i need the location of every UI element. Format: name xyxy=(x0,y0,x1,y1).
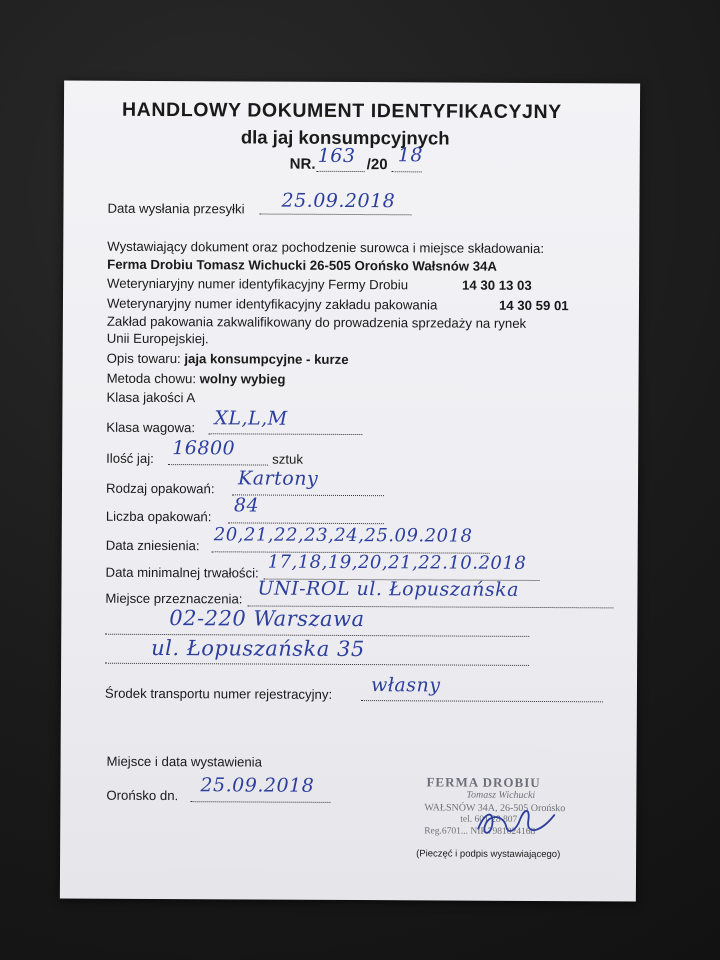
date-sent-label: Data wysłania przesyłki xyxy=(107,200,245,217)
document-number-year: 18 xyxy=(397,144,424,167)
laid-date-label: Data zniesienia: xyxy=(105,537,200,554)
vet-pack-number: 14 30 59 01 xyxy=(498,297,569,314)
quantity-value: 16800 xyxy=(172,437,236,460)
package-type-value: Kartony xyxy=(238,467,319,490)
package-count-value: 84 xyxy=(233,494,260,517)
signature-scribble xyxy=(470,795,560,845)
goods-label: Opis towaru: xyxy=(106,350,181,367)
quantity-line xyxy=(168,464,268,466)
stamp-registration: Reg.6701... NIP 7981024168 xyxy=(424,826,536,837)
package-count-label: Liczba opakowań: xyxy=(105,508,212,525)
weight-class-line xyxy=(208,433,362,435)
method-row xyxy=(107,371,286,387)
document-subtitle: dla jaj konsumpcyjnych xyxy=(240,126,450,149)
destination-value-2: 02-220 Warszawa xyxy=(169,606,365,632)
goods-value: jaja konsumpcyjne - kurze xyxy=(184,351,349,367)
weight-class-value: XL,L,M xyxy=(214,407,288,430)
stamp-address: WAŁSNÓW 34A, 26-505 Orońsko xyxy=(424,802,566,815)
vet-farm-label: Weteryniaryjny numer identyfikacyjny Fermy Drobiu xyxy=(107,275,409,293)
issue-date-line xyxy=(190,801,330,803)
method-value: wolny wybieg xyxy=(199,371,286,387)
destination-label: Miejsce przeznaczenia: xyxy=(105,590,243,607)
destination-value-1: UNI-ROL ul. Łopuszańska xyxy=(257,577,520,601)
document-number-label: NR. xyxy=(289,155,316,173)
goods-row xyxy=(107,351,349,367)
package-type-label: Rodzaj opakowań: xyxy=(105,480,215,497)
method-label: Metoda chowu: xyxy=(106,370,197,387)
stamp-phone: tel. 601 28 807 xyxy=(460,814,518,825)
year-dotted-line xyxy=(392,171,422,172)
stamp-name: Tomasz Wichucki xyxy=(466,789,536,801)
stamp-caption: (Pieczęć i podpis wystawiającego) xyxy=(416,848,561,861)
transport-label: Środek transportu numer rejestracyjny: xyxy=(104,685,333,702)
number-dotted-line xyxy=(317,171,365,172)
quality-class: Klasa jakości A xyxy=(106,389,196,406)
date-sent-value: 25.09.2018 xyxy=(281,189,396,213)
issue-place: Orońsko dn. xyxy=(106,787,179,804)
weight-class-label: Klasa wagowa: xyxy=(106,419,196,436)
min-durability-label: Data minimalnej trwałości: xyxy=(105,564,259,581)
transport-value: własny xyxy=(370,674,441,697)
issue-date: 25.09.2018 xyxy=(200,774,315,797)
min-durability-value: 17,18,19,20,21,22.10.2018 xyxy=(267,551,527,574)
vet-farm-number: 14 30 13 03 xyxy=(462,277,532,293)
issuer-name: Ferma Drobiu Tomasz Wichucki 26-505 Orońsko Wałsnów 34A xyxy=(107,256,497,274)
issuer-intro: Wystawiający dokument oraz pochodzenie surowca i miejsce składowania: xyxy=(107,238,545,257)
document-sheet xyxy=(60,80,640,901)
vet-pack-label: Weterynaryjny numer identyfikacyjny zakładu pakowania xyxy=(106,295,438,313)
issue-place-label: Miejsce i data wystawienia xyxy=(106,753,263,770)
qualified-line-2: Unii Europejskiej. xyxy=(106,330,209,347)
document-number-value: 163 xyxy=(317,144,356,168)
date-sent-line xyxy=(259,214,411,216)
document-number-separator: /20 xyxy=(366,156,388,174)
transport-line xyxy=(361,700,603,702)
document-title: HANDLOWY DOKUMENT IDENTYFIKACYJNY xyxy=(121,98,562,124)
quantity-unit: sztuk xyxy=(272,451,303,467)
destination-value-3: ul. Łopuszańska 35 xyxy=(151,635,365,662)
qualified-line-1: Zakład pakowania zakwalifikowany do prowadzenia sprzedaży na rynek xyxy=(106,313,527,331)
laid-date-value: 20,21,22,23,24,25.09.2018 xyxy=(213,524,473,547)
stamp-title: FERMA DROBIU xyxy=(426,774,541,791)
destination-line-3 xyxy=(105,663,529,666)
quantity-label: Ilość jaj: xyxy=(106,450,154,466)
